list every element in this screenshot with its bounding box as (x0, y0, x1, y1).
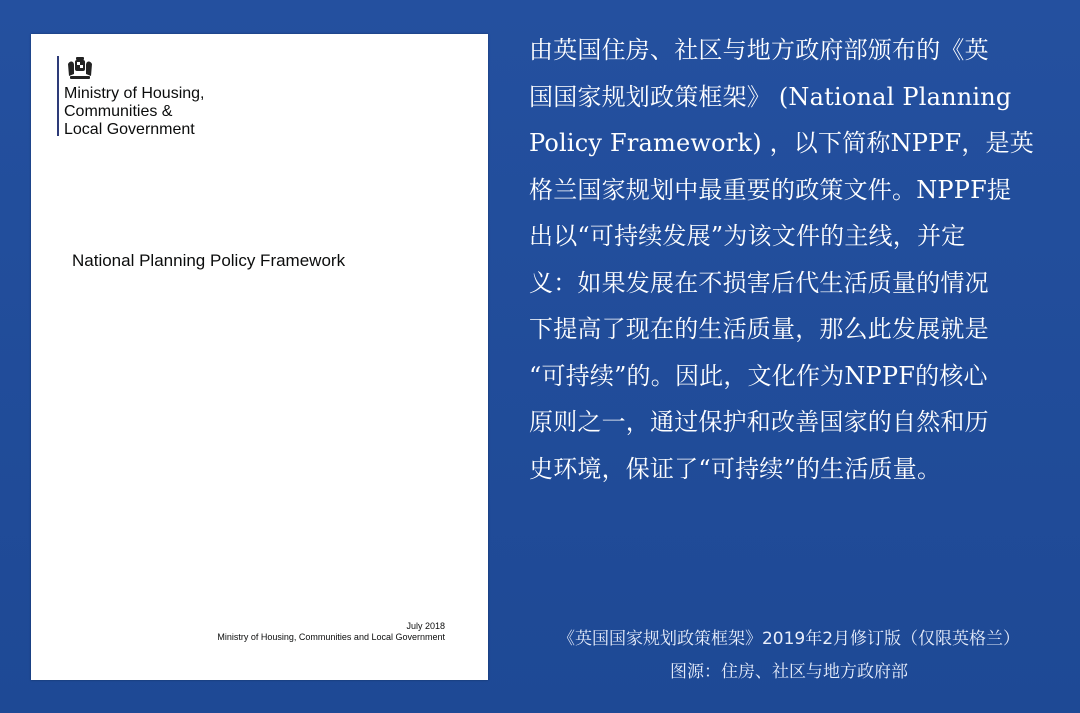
article-line: 国国家规划政策框架》 (National Planning (529, 82, 1012, 111)
royal-coat-of-arms-icon (64, 56, 96, 82)
article-line: 格兰国家规划中最重要的政策文件。NPPF提 (529, 175, 1012, 204)
ministry-name-line: Communities & (64, 103, 173, 120)
article-line: 由英国住房、社区与地方政府部颁布的《英 (529, 36, 989, 64)
image-caption: 《英国国家规划政策框架》2019年2月修订版（仅限英格兰） (557, 629, 1021, 649)
article-line: 出以“可持续发展”为该文件的主线，并定 (529, 222, 966, 250)
article-paragraph (529, 27, 1049, 492)
document-publisher: Ministry of Housing, Communities and Local Government (217, 632, 445, 642)
article-line: Policy Framework) ，以下简称NPPF，是英 (529, 129, 1034, 157)
document-footer (217, 621, 445, 643)
document-date: July 2018 (406, 621, 445, 631)
article-line: 下提高了现在的生活质量，那么此发展就是 (529, 315, 989, 343)
ministry-name-line: Ministry of Housing, (64, 85, 205, 102)
document-title: National Planning Policy Framework (72, 251, 346, 270)
article-line: 原则之一，通过保护和改善国家的自然和历 (529, 408, 989, 436)
article-line: “可持续”的。因此，文化作为NPPF的核心 (529, 361, 988, 390)
document-cover-image (31, 34, 488, 680)
article-line: 史环境，保证了“可持续”的生活质量。 (529, 454, 942, 483)
article-line: 义：如果发展在不损害后代生活质量的情况 (529, 268, 989, 297)
ministry-name-line: Local Government (64, 121, 195, 138)
image-source-credit: 图源：住房、社区与地方政府部 (670, 662, 908, 682)
ministry-name (64, 85, 264, 139)
org-divider-line (57, 56, 59, 136)
